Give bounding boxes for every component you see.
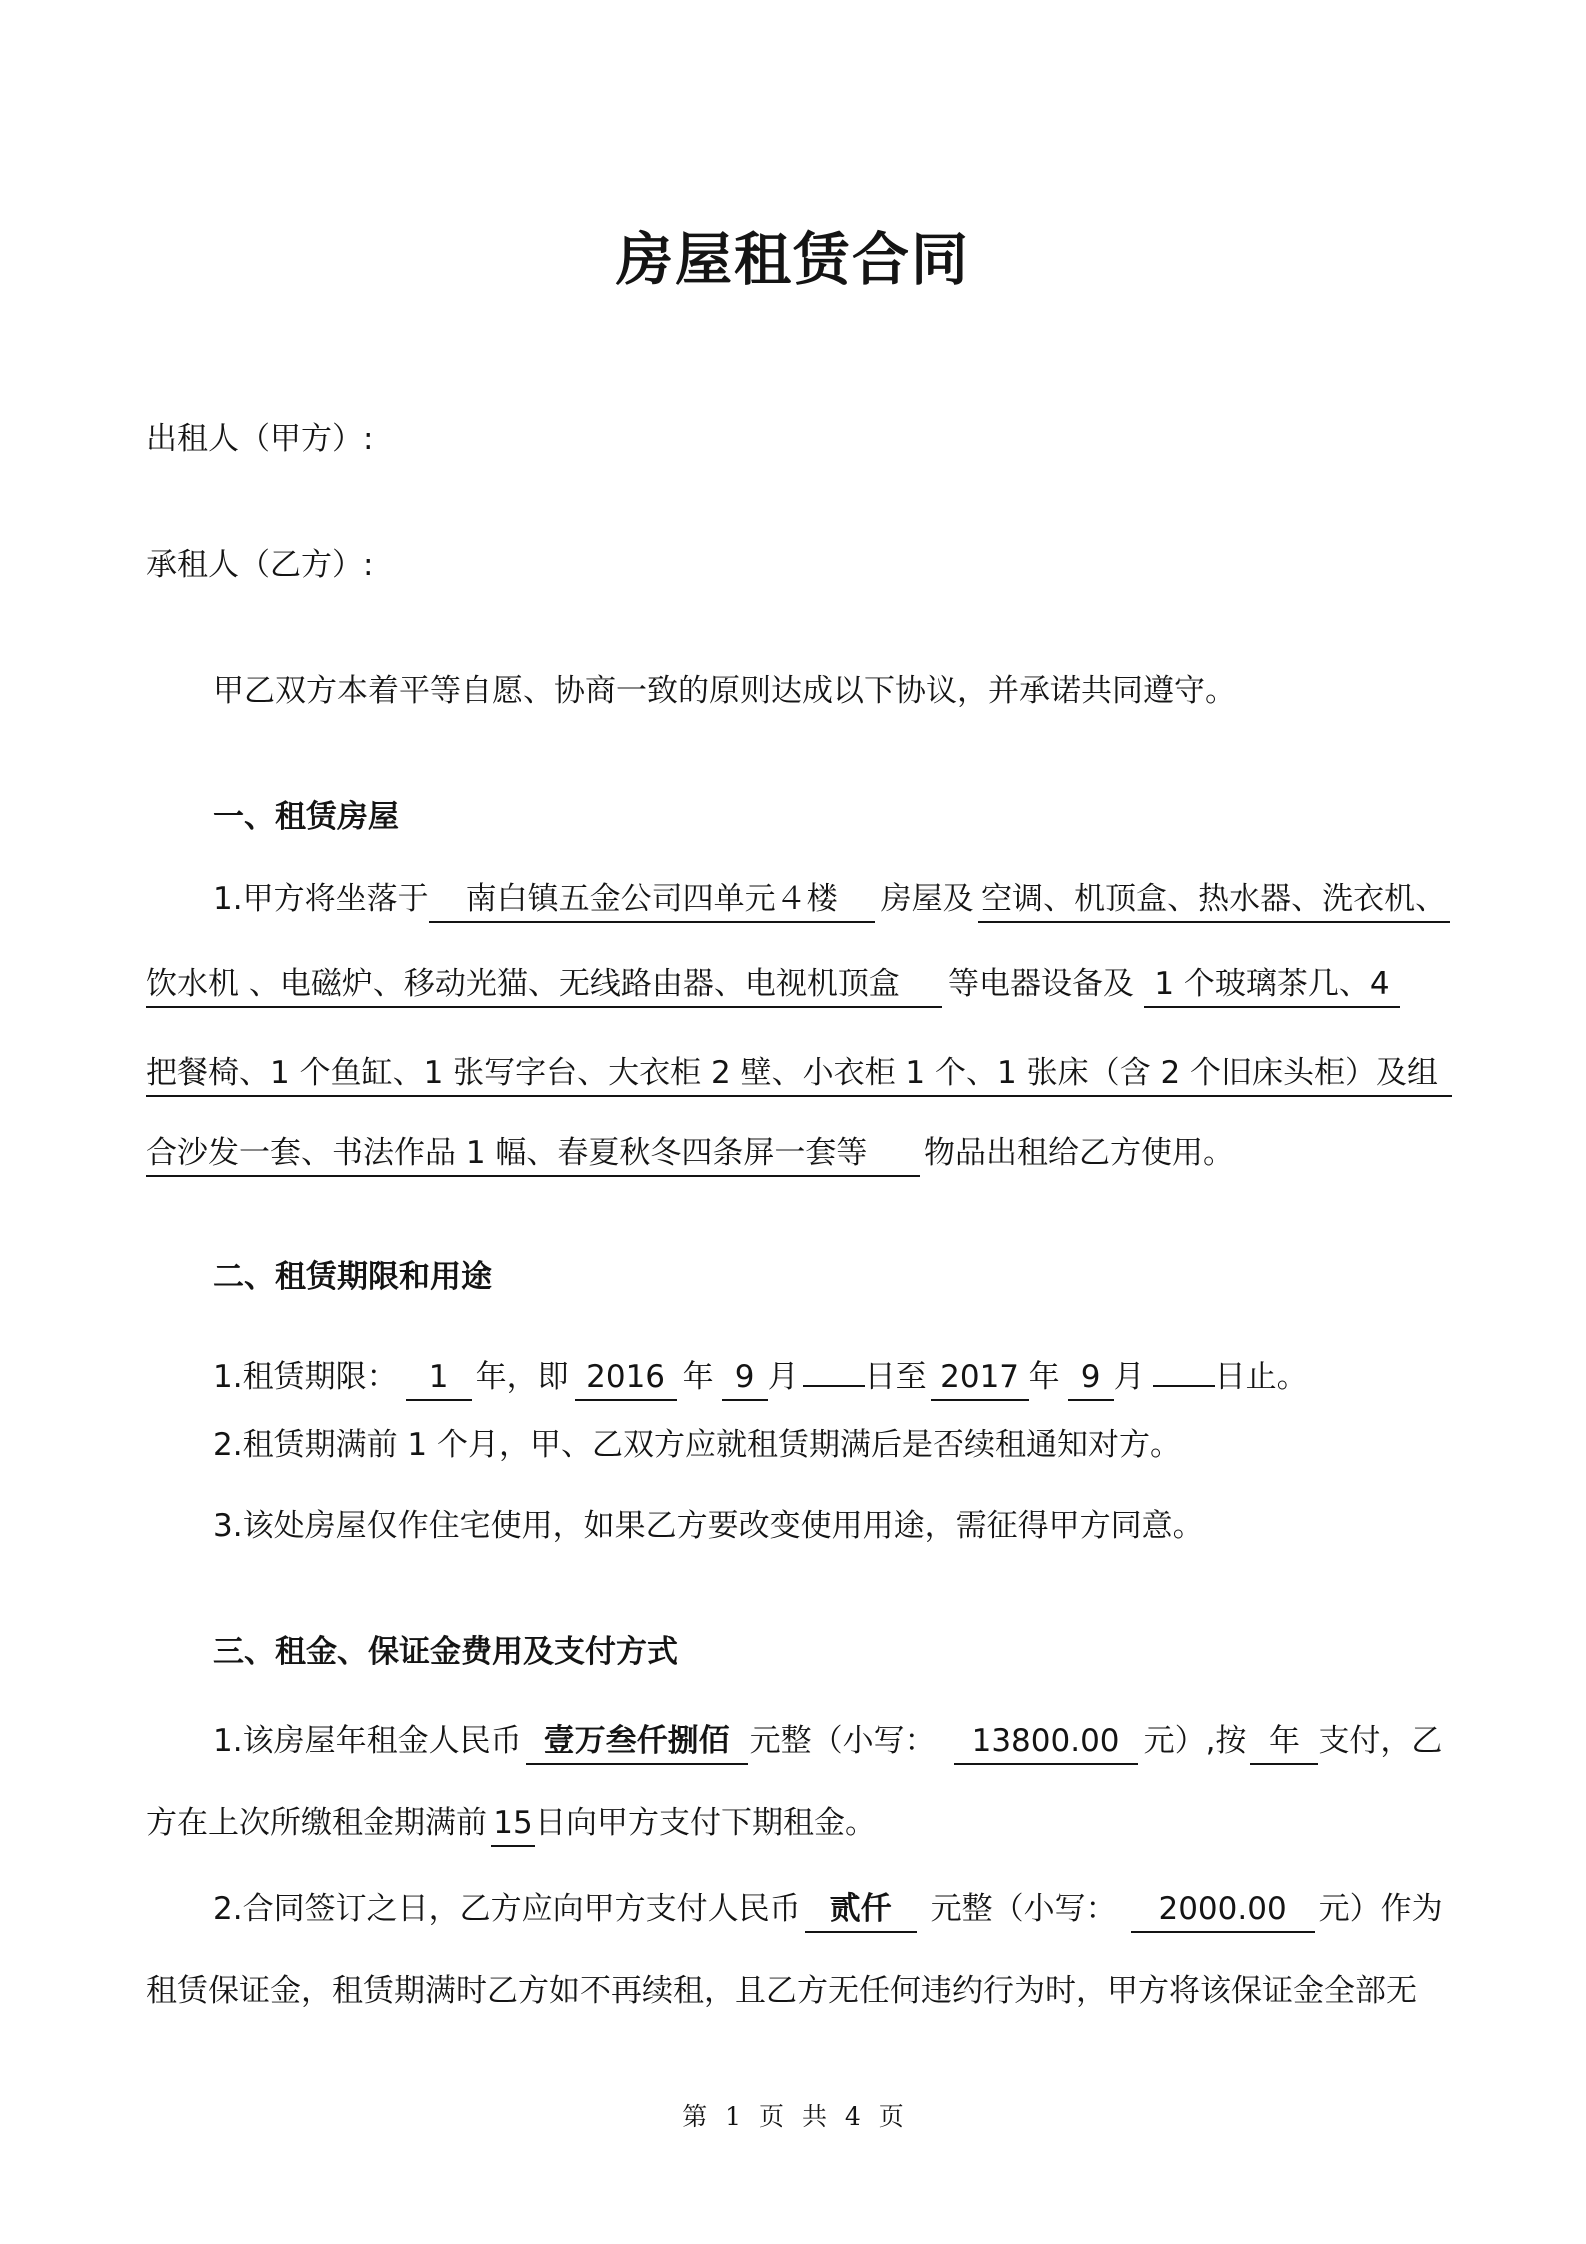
clause-text: 1.租赁期限： (213, 1359, 398, 1395)
clause-text: 2.合同签订之日，乙方应向甲方支付人民币 (213, 1891, 801, 1927)
start-day-blank (803, 1348, 865, 1387)
clause-text: 年 (682, 1359, 714, 1395)
clause-text: 元整（小写： (749, 1723, 936, 1759)
annual-rent-line-2 (146, 1805, 876, 1847)
clause-text: 日向甲方支付下期租金。 (535, 1805, 876, 1841)
appliances-blank-line-1: 空调、机顶盒、热水器、洗衣机、 (978, 884, 1450, 923)
rent-amount-numeric-blank: 13800.00 (954, 1726, 1138, 1765)
rent-amount-uppercase-blank: 壹万叁仟捌佰 (526, 1726, 748, 1765)
lease-term-line (213, 1348, 1308, 1401)
deposit-amount-numeric-blank: 2000.00 (1131, 1894, 1315, 1933)
clause-text: 方在上次所缴租金期满前 (146, 1805, 487, 1841)
clause-text: 年，即 (475, 1359, 569, 1395)
section-1-para-1-line-3 (146, 1055, 1452, 1097)
section-3-heading: 三、租金、保证金费用及支付方式 (213, 1634, 678, 1670)
section-2-heading: 二、租赁期限和用途 (213, 1259, 492, 1295)
document-title: 房屋租赁合同 (616, 227, 970, 293)
deposit-line-1 (213, 1891, 1443, 1933)
section-1-heading: 一、租赁房屋 (213, 799, 399, 835)
end-year-blank: 2017 (931, 1362, 1029, 1401)
section-1-para-1-line-1 (213, 881, 1450, 923)
section-1-para-1-line-2 (146, 966, 1400, 1008)
clause-text: 月 (767, 1359, 799, 1395)
property-address-blank: 南白镇五金公司四单元４楼 (429, 884, 875, 923)
term-years-blank: 1 (406, 1362, 472, 1401)
lessee-label: 承租人（乙方）: (146, 547, 374, 583)
deposit-amount-uppercase-blank: 贰仟 (805, 1894, 917, 1933)
items-blank-line-3: 合沙发一套、书法作品 1 幅、春夏秋冬四条屏一套等 (146, 1138, 920, 1177)
clause-text: 房屋及 (880, 881, 974, 917)
lessor-label: 出租人（甲方）: (146, 421, 374, 457)
clause-text: 等电器设备及 (948, 966, 1134, 1002)
start-month-blank: 9 (722, 1362, 768, 1401)
appliances-blank-line-2: 饮水机 、电磁炉、移动光猫、无线路由器、电视机顶盒 (146, 969, 942, 1008)
preamble-text: 甲乙双方本着平等自愿、协商一致的原则达成以下协议，并承诺共同遵守。 (213, 673, 1236, 709)
annual-rent-line-1 (213, 1723, 1443, 1765)
clause-text: 元）作为 (1318, 1891, 1443, 1927)
clause-text: 支付，乙 (1318, 1723, 1443, 1759)
clause-text: 元）,按 (1143, 1723, 1247, 1759)
clause-text: 年 (1028, 1359, 1060, 1395)
clause-text: 1.该房屋年租金人民币 (213, 1723, 522, 1759)
end-month-blank: 9 (1068, 1362, 1114, 1401)
clause-text: 日至 (864, 1359, 927, 1395)
page-number-footer: 第 1 页 共 4 页 (682, 2102, 904, 2131)
days-before-blank: 15 (491, 1808, 535, 1847)
payment-period-blank: 年 (1250, 1726, 1318, 1765)
end-day-blank (1153, 1348, 1215, 1387)
clause-text: 物品出租给乙方使用。 (924, 1135, 1234, 1171)
clause-text: 元整（小写： (930, 1891, 1117, 1927)
residential-use-clause: 3.该处房屋仅作住宅使用，如果乙方要改变使用用途，需征得甲方同意。 (213, 1508, 1204, 1544)
clause-text: 1.甲方将坐落于 (213, 881, 429, 917)
start-year-blank: 2016 (575, 1362, 677, 1401)
clause-text: 日止。 (1214, 1359, 1308, 1395)
section-1-para-1-line-4 (146, 1135, 1234, 1177)
items-blank-line-2: 把餐椅、1 个鱼缸、1 张写字台、大衣柜 2 壁、小衣柜 1 个、1 张床（含 2 个旧床头柜）及组 (146, 1058, 1452, 1097)
items-blank-line-1: 1 个玻璃茶几、4 (1144, 969, 1400, 1008)
clause-text: 月 (1113, 1359, 1145, 1395)
deposit-line-2: 租赁保证金，租赁期满时乙方如不再续租，且乙方无任何违约行为时，甲方将该保证金全部无 (146, 1973, 1417, 2009)
renewal-notice-clause: 2.租赁期满前 1 个月，甲、乙双方应就租赁期满后是否续租通知对方。 (213, 1427, 1182, 1463)
